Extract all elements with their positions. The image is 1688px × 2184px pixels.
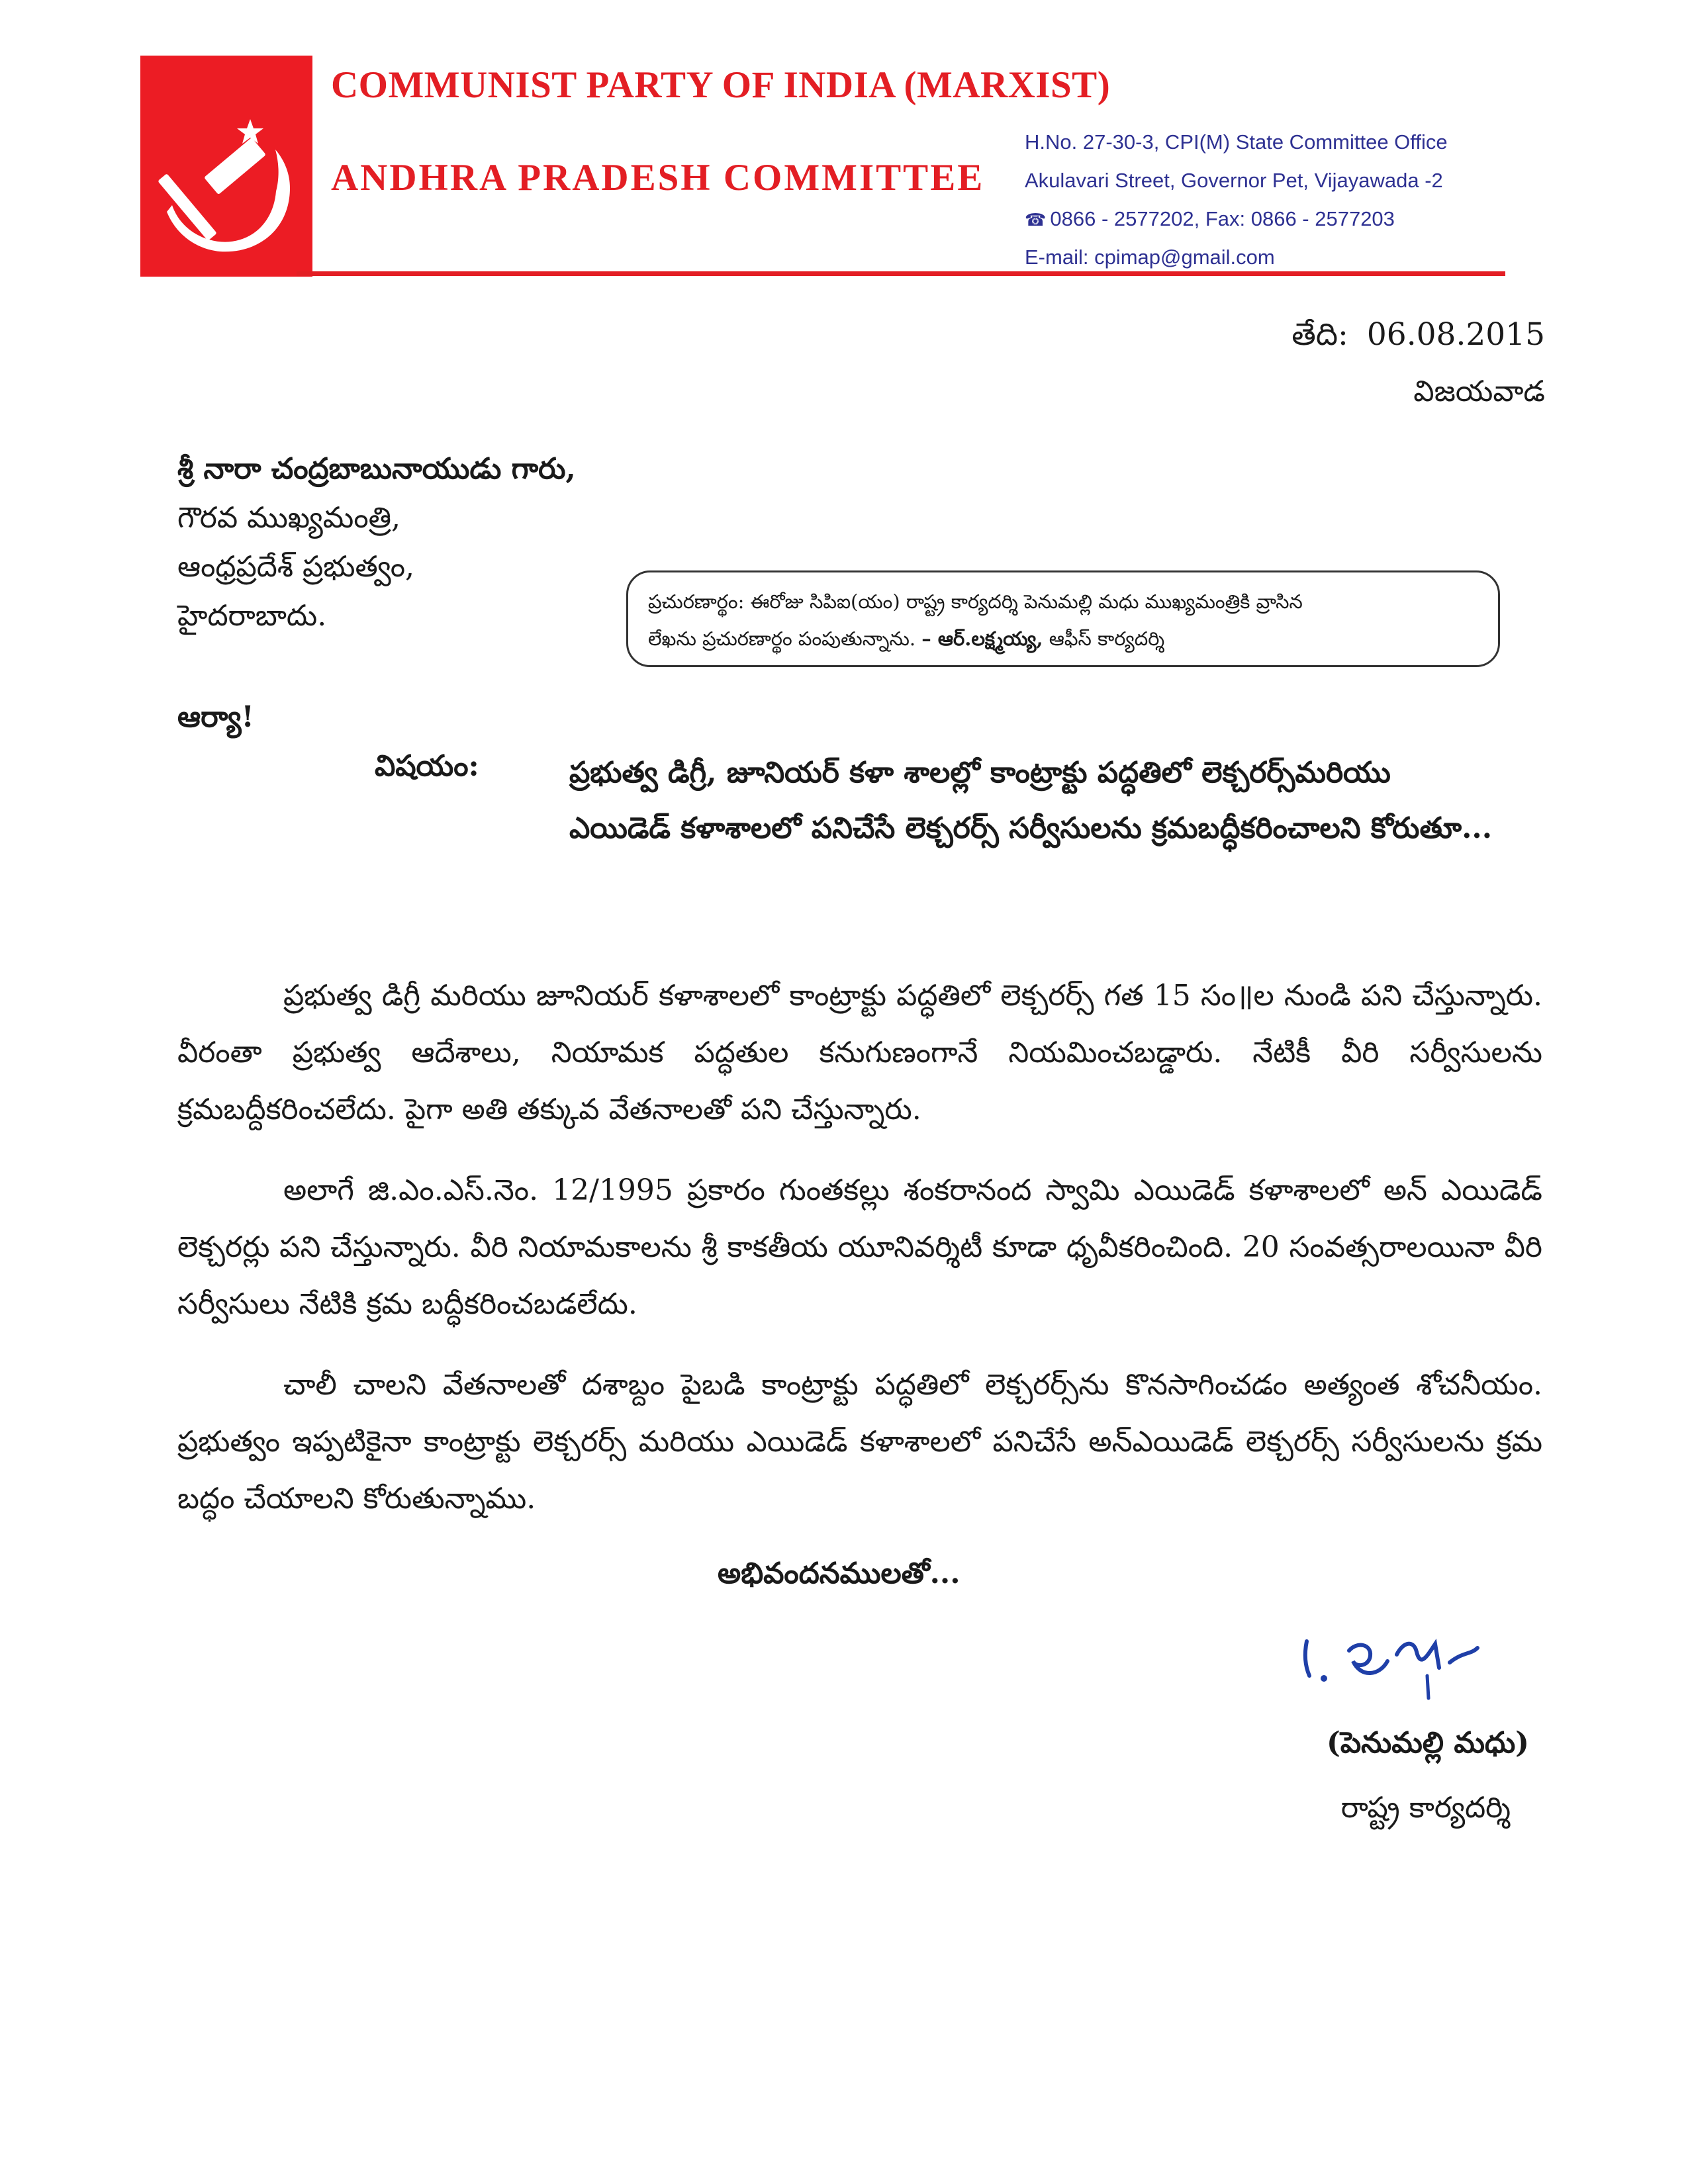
email-line[interactable]: E-mail: cpimap@gmail.com [1025, 246, 1275, 269]
press-note-role: ఆఫీస్ కార్యదర్శి [1049, 627, 1165, 650]
party-logo [140, 56, 312, 277]
letter-body [177, 968, 1542, 1551]
body-paragraph-3: చాలీ చాలని వేతనాలతో దశాబ్దం పైబడి కాంట్రాక్టు పద్ధతిలో లెక్చరర్స్‌ను కొనసాగించడం అత్యంత శోచనీయం. ప్రభుత్వం ఇప్పటికైనా కాంట్రాక్టు లెక్చరర్స్ మరియు ఎయిడెడ్ కళాశాలలో పనిచేసే అన్‌ఎయిడెడ్ లెక్చరర్స్ సర్వీసులను క్రమ బద్ధం చేయాలని కోరుతున్నాము. [177, 1368, 1542, 1516]
subject-line-2: ఎయిడెడ్ కళాశాలలో పనిచేసే లెక్చరర్స్ సర్వీసులను క్రమబద్ధీకరించాలని కోరుతూ... [569, 811, 1493, 845]
body-paragraph-2: అలాగే జి.ఎం.ఎస్.నెం. 12/1995 ప్రకారం గుంతకల్లు శంకరానంద స్వామి ఎయిడెడ్ కళాశాలలో అన్ ఎయిడెడ్ లెక్చరర్లు పని చేస్తున్నారు. వీరి నియామకాలను శ్రీ కాకతీయ యూనివర్శిటీ కూడా ధృవీకరించింది. 20 సంవత్సరాలయినా వీరి సర్వీసులు నేటికి క్రమ బద్ధీకరించబడలేదు. [177, 1173, 1542, 1321]
telephone-icon: ☎ [1025, 210, 1047, 230]
date-line [1291, 316, 1545, 360]
address-line-2: Akulavari Street, Governor Pet, Vijayawada -2 [1025, 169, 1443, 192]
closing: అభివందనములతో... [718, 1557, 961, 1590]
committee-name: ANDHRA PRADESH COMMITTEE [331, 157, 985, 199]
addressee-line-2: ఆంధ్రప్రదేశ్ ప్రభుత్వం, [177, 550, 415, 584]
press-note-line-2 [648, 620, 1478, 657]
addressee-block [177, 445, 576, 641]
place: విజయవాడ [1413, 375, 1545, 408]
salutation: ఆర్యా! [177, 700, 254, 734]
phone-fax: 0866 - 2577202, Fax: 0866 - 2577203 [1050, 207, 1395, 230]
phone-line [1025, 200, 1448, 238]
body-paragraph-1: ప్రభుత్వ డిగ్రీ మరియు జూనియర్ కళాశాలలో కాంట్రాక్టు పద్ధతిలో లెక్చరర్స్ గత 15 సం॥ల నుండి పని చేస్తున్నారు. వీరంతా ప్రభుత్వ ఆదేశాలు, నియామక పద్ధతుల కనుగుణంగానే నియమించబడ్డారు. నేటికీ వీరి సర్వీసులను క్రమబద్దీకరించలేదు. పైగా అతి తక్కువ వేతనాలతో పని చేస్తున్నారు. [177, 979, 1542, 1126]
handwritten-signature [1297, 1615, 1509, 1704]
press-note-author: – ఆర్.లక్ష్మయ్య, [921, 627, 1043, 650]
signatory-name: (పెనుమల్లి మధు) [1327, 1726, 1529, 1760]
addressee-line-3: హైదరాబాదు. [177, 599, 327, 633]
signatory-title: రాష్ట్ర కార్యదర్శి [1340, 1791, 1511, 1825]
press-note-line-1: ప్రచురణార్థం: ఈరోజు సిపిఐ(యం) రాష్ట్ర కార్యదర్శి పెనుమల్లి మధు ముఖ్యమంత్రికి వ్రాసిన [648, 590, 1303, 613]
org-name: COMMUNIST PARTY OF INDIA (MARXIST) [331, 64, 1111, 106]
subject-line-1: ప్రభుత్వ డిగ్రీ, జూనియర్ కళా శాలల్లో కాంట్రాక్టు పద్ధతిలో లెక్చరర్స్‌మరియు [569, 756, 1391, 790]
hammer-sickle-star-icon [140, 56, 312, 277]
header-rule [297, 271, 1505, 276]
contact-block [1025, 123, 1448, 277]
subject [569, 745, 1542, 856]
addressee-name: శ్రీ నారా చంద్రబాబునాయుడు గారు, [177, 452, 576, 486]
subject-label: విషయం: [375, 749, 479, 783]
addressee-line-1: గౌరవ ముఖ్యమంత్రి, [177, 501, 401, 535]
date-value: 06.08.2015 [1366, 316, 1545, 353]
press-note-text: లేఖను ప్రచురణార్థం పంపుతున్నాను. [648, 627, 916, 650]
date-label: తేది: [1291, 316, 1348, 353]
press-note-box [626, 570, 1500, 667]
address-line-1: H.No. 27-30-3, CPI(M) State Committee Office [1025, 130, 1448, 154]
